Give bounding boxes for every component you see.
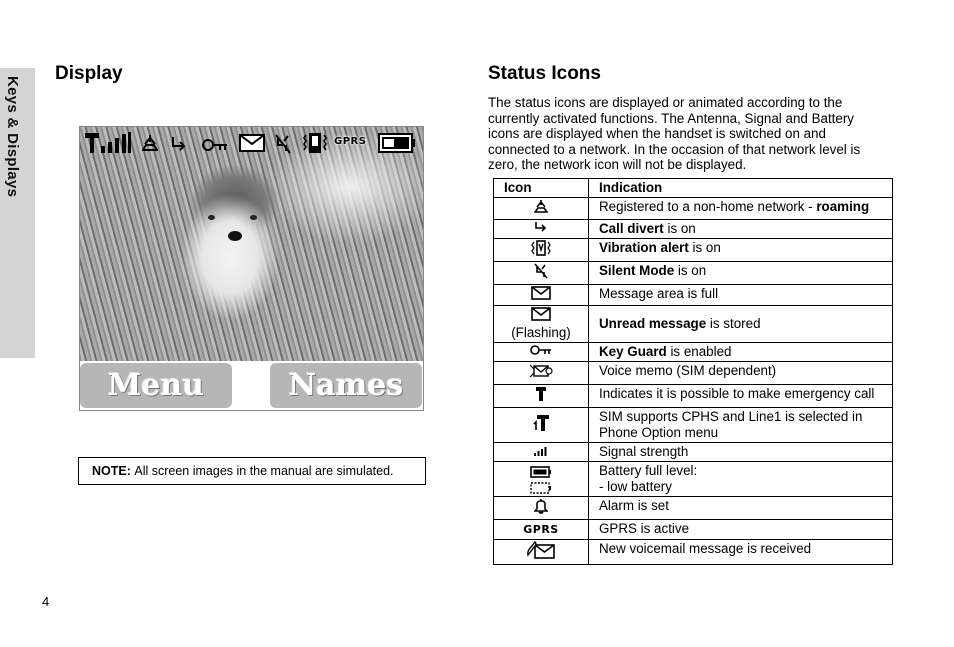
vibration-icon — [531, 240, 551, 256]
table-row — [494, 462, 893, 497]
indication-text: is enabled — [666, 344, 732, 359]
table-row — [494, 239, 893, 262]
silent-mode-icon — [534, 263, 548, 279]
table-header-row — [494, 179, 893, 198]
note-text: All screen images in the manual are simulated. — [134, 464, 394, 478]
indication-bold: Key Guard — [599, 344, 667, 359]
table-row — [494, 497, 893, 520]
battery-full-icon — [530, 466, 552, 478]
puppy-eye — [208, 215, 215, 220]
note-label: NOTE: — [92, 464, 131, 478]
indication-text: is on — [688, 240, 721, 255]
menu-softkey[interactable]: Menu — [80, 363, 232, 408]
key-guard-icon — [202, 138, 228, 152]
side-tab-label: Keys & Displays — [4, 76, 21, 198]
table-row — [494, 540, 893, 565]
key-guard-icon — [530, 344, 552, 356]
table-row — [494, 362, 893, 385]
message-full-icon — [531, 286, 551, 300]
indication-bold: Vibration alert — [599, 240, 689, 255]
page-number: 4 — [42, 594, 50, 609]
indication-text: GPRS is active — [599, 521, 690, 536]
indication-bold: Silent Mode — [599, 263, 675, 278]
table-row — [494, 385, 893, 408]
battery-icon — [378, 133, 416, 153]
gprs-icon: GPRS — [523, 523, 559, 536]
phone-status-bar — [80, 127, 423, 157]
indication-bold: roaming — [816, 199, 870, 214]
roaming-icon — [142, 134, 158, 152]
phone-screen-image — [79, 126, 424, 411]
table-row — [494, 220, 893, 239]
status-icons-intro: The status icons are displayed or animated according to the currently activated functions. The Antenna, Signal and Battery icons are displayed when the handset is switched on and connected to a network. In the occasion of that network level is zero, the network icon will not be displayed. — [488, 95, 861, 173]
table-row — [494, 343, 893, 362]
indication-text: is on — [663, 221, 696, 236]
status-icons-table — [493, 178, 893, 565]
indication-text: Voice memo (SIM dependent) — [599, 363, 777, 378]
call-divert-icon — [534, 221, 548, 233]
antenna-icon — [84, 132, 100, 154]
table-row — [494, 198, 893, 220]
unread-message-icon — [531, 307, 551, 321]
note-box — [78, 457, 426, 485]
indication-text: Indicates it is possible to make emergency call — [599, 386, 875, 401]
puppy-nose — [228, 231, 242, 241]
table-row — [494, 408, 893, 443]
indication-text: is on — [674, 263, 707, 278]
antenna-icon — [536, 386, 546, 402]
indication-text: Battery full level: — [599, 463, 698, 478]
indication-text: Registered to a non-home network - — [599, 199, 817, 214]
gprs-icon: GPRS — [334, 136, 367, 147]
indication-text: New voicemail message is received — [599, 541, 812, 556]
silent-mode-icon — [274, 133, 292, 155]
table-row — [494, 443, 893, 462]
signal-icon — [534, 446, 548, 456]
line1-icon — [533, 414, 549, 432]
names-softkey[interactable]: Names — [270, 363, 422, 408]
puppy-wallpaper — [80, 127, 423, 361]
indication-text: Message area is full — [599, 286, 719, 301]
battery-low-icon — [530, 482, 552, 494]
alarm-icon — [534, 498, 548, 514]
roaming-icon — [534, 199, 548, 214]
indication-text: is stored — [706, 316, 761, 331]
voicemail-icon — [526, 541, 556, 559]
indication-bold: Unread message — [599, 316, 707, 331]
table-row — [494, 262, 893, 285]
call-divert-icon — [170, 136, 188, 152]
indication-text: - low battery — [599, 479, 672, 494]
flashing-note: (Flashing) — [511, 325, 571, 340]
table-row — [494, 520, 893, 540]
display-heading: Display — [55, 63, 123, 84]
voice-memo-icon — [529, 363, 553, 379]
side-tab — [0, 68, 35, 358]
status-icons-heading: Status Icons — [488, 63, 601, 84]
indication-column-header: Indication — [589, 179, 893, 198]
table-row — [494, 306, 893, 343]
indication-text: Signal strength — [599, 444, 689, 459]
puppy-eye — [250, 215, 257, 220]
indication-text: Alarm is set — [599, 498, 669, 513]
indication-text: SIM supports CPHS and Line1 is selected in Phone Option menu — [599, 409, 863, 440]
message-icon — [239, 134, 265, 152]
signal-icon — [100, 132, 132, 154]
indication-bold: Call divert — [599, 221, 664, 236]
icon-column-header: Icon — [494, 179, 589, 198]
vibration-icon — [302, 132, 328, 154]
softkey-bar — [80, 361, 423, 410]
table-row — [494, 285, 893, 306]
